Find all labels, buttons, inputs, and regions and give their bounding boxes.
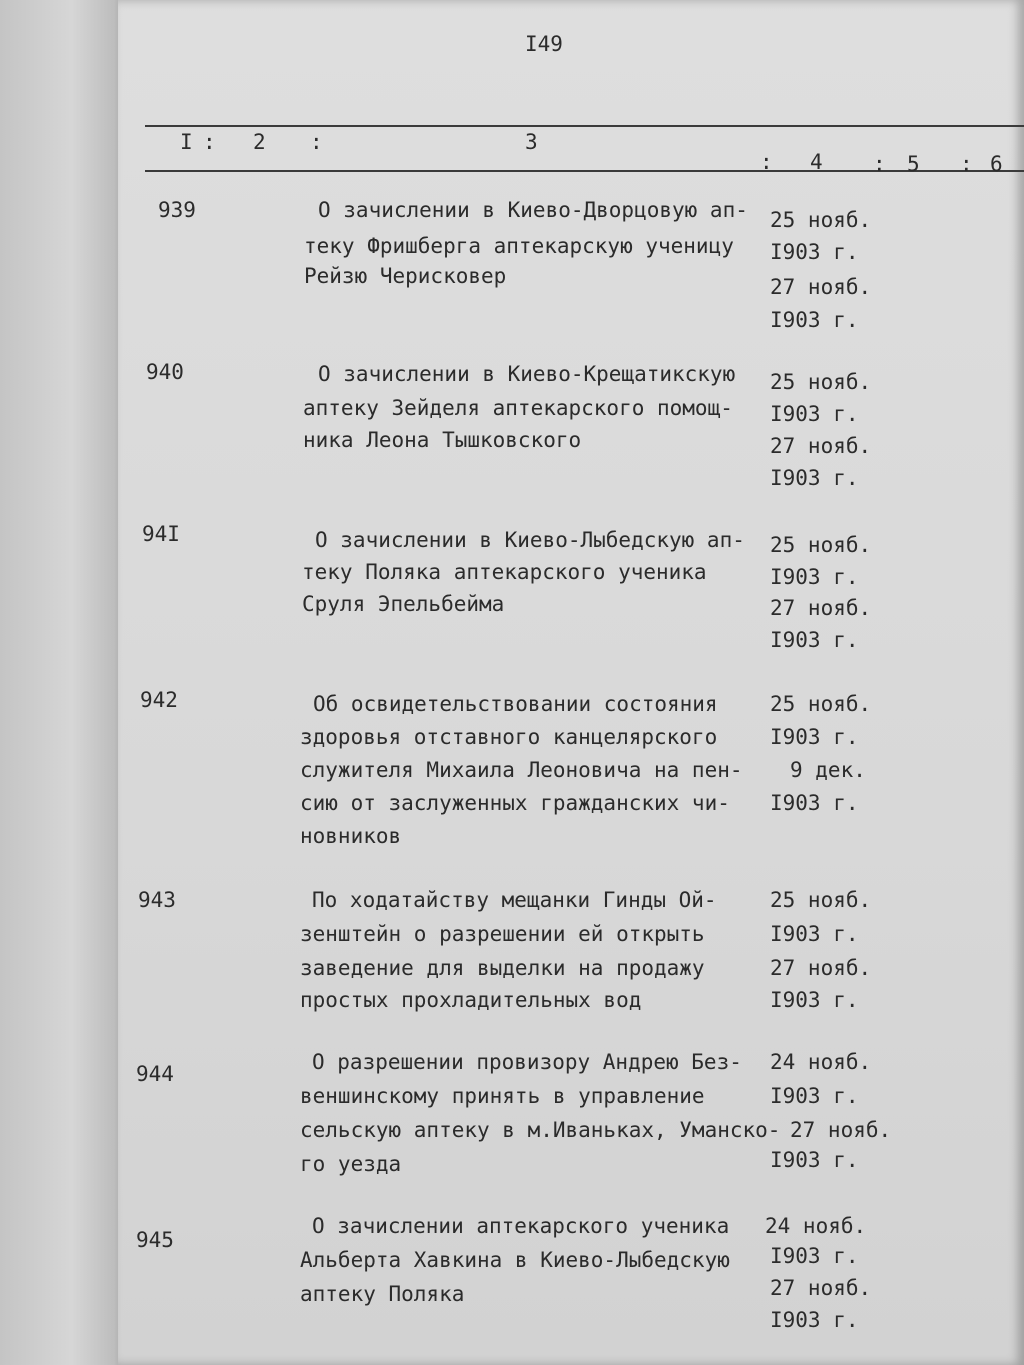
entry-date: I903 г.: [770, 725, 859, 749]
entry-text-line: заведение для выделки на продажу: [300, 956, 705, 980]
entry-text-line: теку Фришберга аптекарскую ученицу: [304, 234, 734, 258]
entry-date: 24 нояб.: [765, 1214, 867, 1238]
entry-text-line: теку Поляка аптекарского ученика: [302, 560, 707, 584]
entry-text-line: новников: [300, 824, 402, 848]
entry-date: 25 нояб.: [770, 692, 872, 716]
entry-date: 9 дек.: [790, 758, 866, 782]
entry-number: 944: [136, 1062, 174, 1086]
entry-number: 943: [138, 888, 176, 912]
entry-text-line: простых прохладительных вод: [300, 988, 642, 1012]
entry-date: 25 нояб.: [770, 888, 872, 912]
entry-number: 939: [158, 198, 196, 222]
book-fold-left-page: [0, 0, 130, 1365]
entry-date: I903 г.: [770, 791, 859, 815]
entry-text-line: аптеку Зейделя аптекарского помощ-: [303, 396, 733, 420]
col-sep: :: [873, 152, 886, 176]
entry-text-line: Альберта Хавкина в Киево-Лыбедскую: [300, 1248, 730, 1272]
entry-date: 27 нояб.: [790, 1118, 892, 1142]
entry-text-line: Рейзю Черисковер: [304, 264, 507, 288]
entry-date: I903 г.: [770, 1244, 859, 1268]
entry-text-line: здоровья отставного канцелярского: [300, 725, 718, 749]
entry-date: 24 нояб.: [770, 1050, 872, 1074]
entry-text-line: О зачислении аптекарского ученика: [312, 1214, 730, 1238]
entry-date: 25 нояб.: [770, 370, 872, 394]
entry-date: 27 нояб.: [770, 596, 872, 620]
entry-text-line: О зачислении в Киево-Дворцовую ап-: [318, 198, 748, 222]
entry-date: I903 г.: [770, 565, 859, 589]
entry-date: 25 нояб.: [770, 208, 872, 232]
entry-date: I903 г.: [770, 1308, 859, 1332]
entry-text-line: сельскую аптеку в м.Иваньках, Уманско-: [300, 1118, 781, 1142]
entry-date: I903 г.: [770, 466, 859, 490]
entry-text-line: О зачислении в Киево-Крещатикскую: [318, 362, 736, 386]
entry-date: I903 г.: [770, 988, 859, 1012]
entry-text-line: Об освидетельствовании состояния: [313, 692, 718, 716]
entry-number: 942: [140, 688, 178, 712]
col-1-label: I: [180, 130, 193, 154]
header-rule-top: [145, 125, 1024, 127]
entry-date: 27 нояб.: [770, 434, 872, 458]
entry-number: 94I: [142, 522, 180, 546]
col-2-label: 2: [253, 130, 266, 154]
col-sep: :: [760, 150, 773, 174]
col-sep: :: [960, 152, 973, 176]
entry-text-line: служителя Михаила Леоновича на пен-: [300, 758, 743, 782]
entry-text-line: зенштейн о разрешении ей открыть: [300, 922, 705, 946]
entry-text-line: О разрешении провизору Андрею Без-: [312, 1050, 742, 1074]
entry-date: 25 нояб.: [770, 533, 872, 557]
col-6-label: 6: [990, 152, 1003, 176]
entry-text-line: По ходатайству мещанки Гинды Ой-: [312, 888, 717, 912]
col-4-label: 4: [810, 150, 823, 174]
entry-date: I903 г.: [770, 308, 859, 332]
col-5-label: 5: [907, 152, 920, 176]
col-3-label: 3: [525, 130, 538, 154]
entry-text-line: О зачислении в Киево-Лыбедскую ап-: [315, 528, 745, 552]
header-rule-bottom: [145, 170, 1024, 172]
entry-text-line: веншинскому принять в управление: [300, 1084, 705, 1108]
page-number: I49: [525, 32, 563, 56]
entry-date: 27 нояб.: [770, 275, 872, 299]
entry-date: 27 нояб.: [770, 956, 872, 980]
entry-date: 27 нояб.: [770, 1276, 872, 1300]
entry-text-line: Сруля Эпельбейма: [302, 592, 505, 616]
entry-text-line: го уезда: [300, 1152, 402, 1176]
entry-number: 945: [136, 1228, 174, 1252]
entry-date: I903 г.: [770, 1084, 859, 1108]
entry-text-line: аптеку Поляка: [300, 1282, 465, 1306]
col-sep: :: [310, 130, 323, 154]
entry-date: I903 г.: [770, 402, 859, 426]
entry-text-line: сию от заслуженных гражданских чи-: [300, 791, 730, 815]
entry-date: I903 г.: [770, 628, 859, 652]
entry-number: 940: [146, 360, 184, 384]
entry-date: I903 г.: [770, 1148, 859, 1172]
entry-text-line: ника Леона Тышковского: [303, 428, 582, 452]
entry-date: I903 г.: [770, 922, 859, 946]
entry-date: I903 г.: [770, 240, 859, 264]
col-sep: :: [203, 130, 216, 154]
